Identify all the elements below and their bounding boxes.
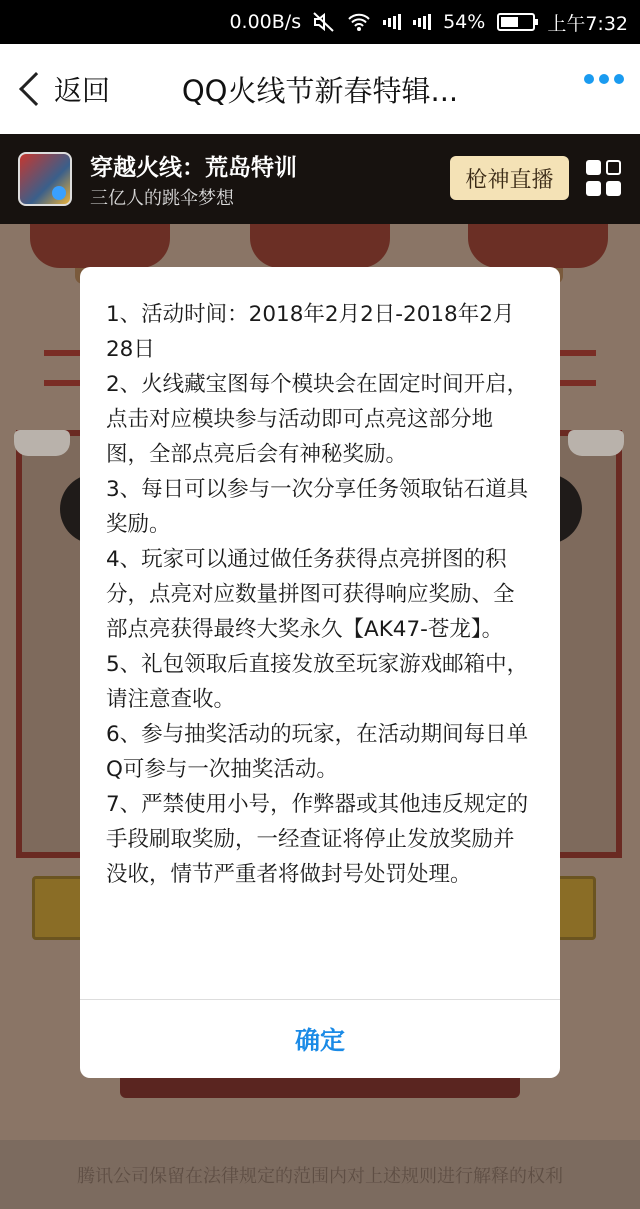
rule-item: 1、活动时间：2018年2月2日-2018年2月28日	[106, 302, 515, 362]
page-title: QQ火线节新春特辑...	[181, 73, 459, 108]
more-dots-icon[interactable]	[584, 74, 624, 84]
game-name: 穿越火线：荒岛特训	[90, 154, 297, 181]
back-button[interactable]	[14, 44, 110, 134]
rule-item: 5、礼包领取后直接发放至玩家游戏邮箱中，请注意查收。	[106, 652, 529, 712]
nav-bar	[0, 44, 640, 134]
battery-fill	[501, 17, 517, 27]
rules-list	[80, 267, 560, 999]
rule-item: 6、参与抽奖活动的玩家，在活动期间每日单Q可参与一次抽奖活动。	[106, 722, 529, 782]
lantern-decoration	[468, 224, 608, 268]
game-banner[interactable]	[0, 134, 640, 224]
lantern-decoration	[250, 224, 390, 268]
battery-icon	[497, 13, 535, 31]
rule-item: 2、火线藏宝图每个模块会在固定时间开启，点击对应模块参与活动即可点亮这部分地图，全部点亮后会有神秘奖励。	[106, 372, 529, 467]
game-logo[interactable]	[18, 152, 72, 206]
rules-dialog	[80, 267, 560, 1078]
footer-disclaimer: 腾讯公司保留在法律规定的范围内对上述规则进行解释的权利	[0, 1140, 640, 1209]
back-label: 返回	[54, 74, 111, 107]
snow-decoration	[14, 430, 70, 456]
wifi-icon	[347, 12, 371, 32]
snow-decoration	[568, 430, 624, 456]
rule-item: 4、玩家可以通过做任务获得点亮拼图的积分，点亮对应数量拼图可获得响应奖励、全部点亮获得最终大奖永久【AK47-苍龙】。	[106, 547, 515, 642]
confirm-button[interactable]: 确定	[294, 1026, 345, 1055]
mute-icon	[313, 12, 335, 32]
rule-item: 7、严禁使用小号，作弊器或其他违反规定的手段刷取奖励，一经查证将停止发放奖励并没收，情节严重者将做封号处罚处理。	[106, 792, 529, 887]
rule-item: 3、每日可以参与一次分享任务领取钻石道具奖励。	[106, 477, 529, 537]
network-speed: 0.00B/s	[229, 11, 302, 33]
signal-icon	[383, 14, 401, 30]
battery-percent: 54%	[443, 11, 486, 33]
grid-menu-icon[interactable]	[586, 160, 622, 196]
game-info	[90, 149, 297, 210]
lantern-decoration	[30, 224, 170, 268]
chevron-left-icon	[19, 72, 53, 106]
signal-icon	[413, 14, 431, 30]
game-slogan: 三亿人的跳伞梦想	[90, 187, 234, 209]
status-bar	[0, 0, 640, 44]
clock: 上午7:32	[547, 12, 628, 35]
live-stream-button[interactable]: 枪神直播	[450, 156, 569, 200]
